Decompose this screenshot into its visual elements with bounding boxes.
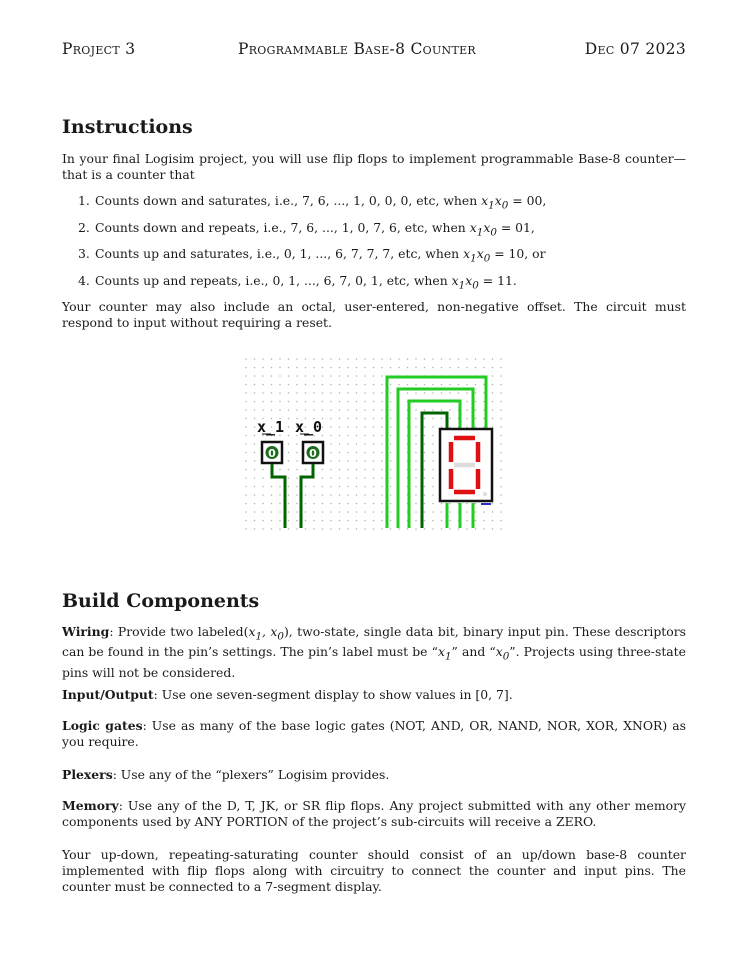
- header-title: Programmable Base-8 Counter: [238, 40, 477, 58]
- list-item-tail: = 01,: [496, 219, 535, 235]
- math-x1x0: $x_1x_0$: [469, 219, 497, 239]
- math-x1: $x_1$: [437, 644, 452, 663]
- list-item-number: 2.: [78, 219, 90, 235]
- math-x1x0: $x_1x_0$: [481, 193, 509, 212]
- list-item: [78, 220, 686, 247]
- segment-dp: [483, 492, 487, 496]
- wiring-text-end: ”. Projects using three-state pins will not be considered.: [62, 644, 686, 680]
- io-text: : Use one seven-segment display to show values in [0, 7].: [153, 687, 513, 702]
- list-item-text: Counts up and repeats, i.e., 0, 1, ..., 6, 7, 0, 1, etc, when: [95, 272, 452, 288]
- math-x1x0: $x_1x_0$: [463, 246, 491, 265]
- list-item-text: Counts up and saturates, i.e., 0, 1, ..., 6, 7, 7, 7, etc, when: [95, 246, 464, 262]
- list-item-tail: = 00,: [508, 193, 547, 208]
- io-label: Input/Output: [62, 687, 154, 702]
- pin-label-x1: x_1: [257, 418, 285, 436]
- list-item: [78, 193, 686, 220]
- offset-note: Your counter may also include an octal, user-entered, non-negative offset. The circuit must respond to input without requiring a reset.: [62, 299, 686, 330]
- logisim-circuit-figure: [245, 358, 505, 538]
- logic-gates-text: : Use as many of the base logic gates (NOT, AND, OR, NAND, NOR, XOR, XNOR) as you require.: [62, 718, 686, 749]
- list-item-tail: = 10, or: [490, 246, 546, 262]
- list-item-number: 3.: [78, 246, 90, 262]
- header-date: Dec 07 2023: [584, 40, 686, 58]
- io-requirement: [62, 687, 686, 703]
- mode-list: [78, 193, 686, 299]
- list-item-text: Counts down and saturates, i.e., 7, 6, ..., 1, 0, 0, 0, etc, when: [95, 193, 482, 208]
- wiring-text-mid: ” and “: [451, 644, 496, 660]
- plexers-requirement: [62, 767, 686, 783]
- memory-text: : Use any of the D, T, JK, or SR flip flops. Any project submitted with any other memory components used by ANY PORTION of the project’s sub-circuits will receive a ZERO.: [62, 798, 686, 829]
- list-item: [78, 273, 686, 300]
- list-item-tail: = 11.: [478, 272, 517, 288]
- list-item-number: 4.: [78, 272, 90, 288]
- math-x0: $x_0$: [495, 644, 510, 663]
- math-x1x0: $x_1x_0$: [451, 272, 479, 292]
- header-project: Project 3: [62, 40, 136, 58]
- plexers-text: : Use any of the “plexers” Logisim provides.: [112, 767, 390, 782]
- list-item: [78, 246, 686, 273]
- instructions-intro: In your final Logisim project, you will use flip flops to implement programmable Base-8 counter—that is a counter that: [62, 151, 686, 182]
- memory-requirement: [62, 798, 686, 830]
- pin-label-x0: x_0: [295, 418, 323, 436]
- logic-gates-requirement: [62, 718, 686, 750]
- wiring-text-pre: : Provide two labeled(: [109, 624, 249, 639]
- math-x1-x0: $x_1$, $x_0$: [248, 624, 284, 643]
- list-item-number: 1.: [78, 193, 90, 208]
- pin-value-x0: 0: [309, 447, 317, 460]
- plexers-label: Plexers: [62, 767, 113, 782]
- wiring-text-post: ), two-state, single data bit, binary input pin. These descriptors can be found in the pin’s settings. The pin’s label must be “: [62, 624, 686, 660]
- wiring-label: Wiring: [62, 624, 110, 639]
- logic-gates-label: Logic gates: [62, 718, 143, 733]
- section-title-instructions: Instructions: [62, 116, 193, 138]
- memory-label: Memory: [62, 798, 119, 813]
- section-title-build-components: Build Components: [62, 590, 260, 612]
- final-requirement: Your up-down, repeating-saturating counter should consist of an up/down base-8 counter implemented with flip flops along with circuitry to connect the counter and input pins. The counter must be connected to a 7-segment display.: [62, 847, 686, 894]
- list-item-text: Counts down and repeats, i.e., 7, 6, ..., 1, 0, 7, 6, etc, when: [95, 219, 470, 235]
- pin-value-x1: 0: [268, 447, 276, 460]
- wiring-requirement: [62, 624, 686, 681]
